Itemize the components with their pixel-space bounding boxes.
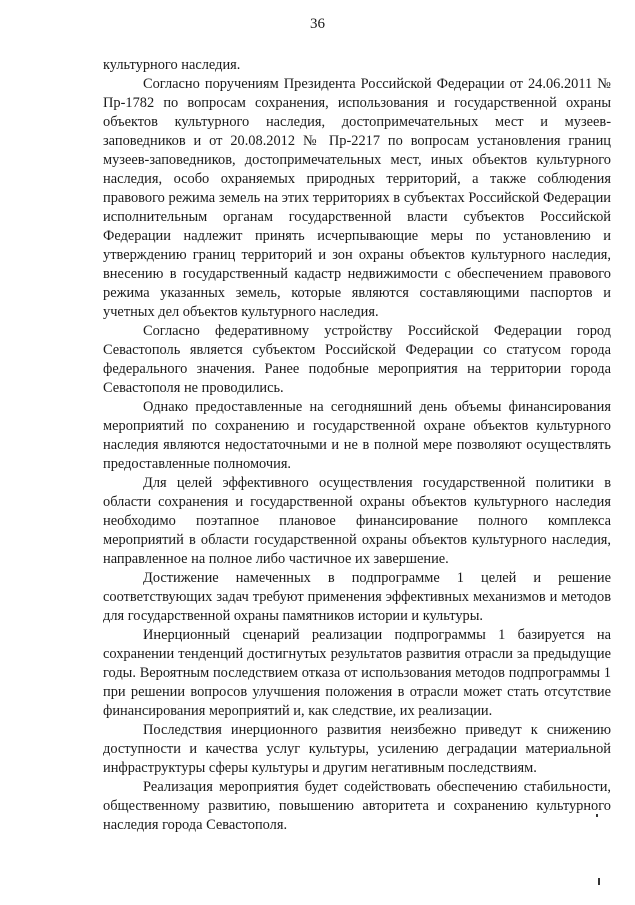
paragraph: Реализация мероприятия будет содействовать обеспечению стабильности, общественному развитию, повышению авторитета и сохранению культурного наследия города Севастополя.: [103, 779, 611, 833]
paragraph: Для целей эффективного осуществления государственной политики в области сохранения и государственной охраны объектов культурного наследия необходимо поэтапное плановое финансирование полного комплекса мероприятий в области государственной охраны объектов культурного наследия, направленное на полное либо частичное их завершение.: [103, 475, 611, 567]
paragraph: Достижение намеченных в подпрограмме 1 целей и решение соответствующих задач требуют применения эффективных механизмов и методов для государственной охраны памятников истории и культуры.: [103, 570, 611, 624]
paragraph: Последствия инерционного развития неизбежно приведут к снижению доступности и качества услуг культуры, усилению деградации материальной инфраструктуры сферы культуры и другим негативным последствиям.: [103, 722, 611, 776]
scan-mark: [596, 814, 598, 817]
paragraph: культурного наследия.: [103, 57, 241, 73]
document-body: [103, 56, 611, 835]
paragraph: Согласно поручениям Президента Российской Федерации от 24.06.2011 № Пр-1782 по вопросам сохранения, использования и государственной охраны объектов культурного наследия, достопримечательных мест и музеев-заповедников и от 20.08.2012 № Пр-2217 по вопросам установления границ музеев-заповедников, достопримечательных мест, иных объектов культурного наследия, особо охраняемых природных территорий, а также соблюдения правового режима земель на этих территориях в субъектах Российской Федерации исполнительным органам государственной власти субъектов Российской Федерации надлежит принять исчерпывающие меры по установлению и утверждению границ территорий и зон охраны объектов культурного наследия, внесению в государственный кадастр недвижимости с обеспечением правового режима указанных земель, которые являются составляющими паспортов и учетных дел объектов культурного наследия.: [103, 76, 611, 320]
paragraph: Согласно федеративному устройству Российской Федерации город Севастополь является субъектом Российской Федерации со статусом города федерального значения. Ранее подобные мероприятия на территории города Севастополя не проводились.: [103, 323, 611, 396]
paragraph: Инерционный сценарий реализации подпрограммы 1 базируется на сохранении тенденций достигнутых результатов развития отрасли за предыдущие годы. Вероятным последствием отказа от использования методов подпрограммы 1 при решении вопросов улучшения положения в отрасли может стать отсутствие финансирования мероприятий и, как следствие, их реализации.: [103, 627, 611, 719]
paragraph: Однако предоставленные на сегодняшний день объемы финансирования мероприятий по сохранению и государственной охране объектов культурного наследия являются недостаточными и не в полной мере позволяют осуществлять предоставленные полномочия.: [103, 399, 611, 472]
scan-mark: [598, 878, 600, 885]
page-number: 36: [310, 16, 325, 32]
